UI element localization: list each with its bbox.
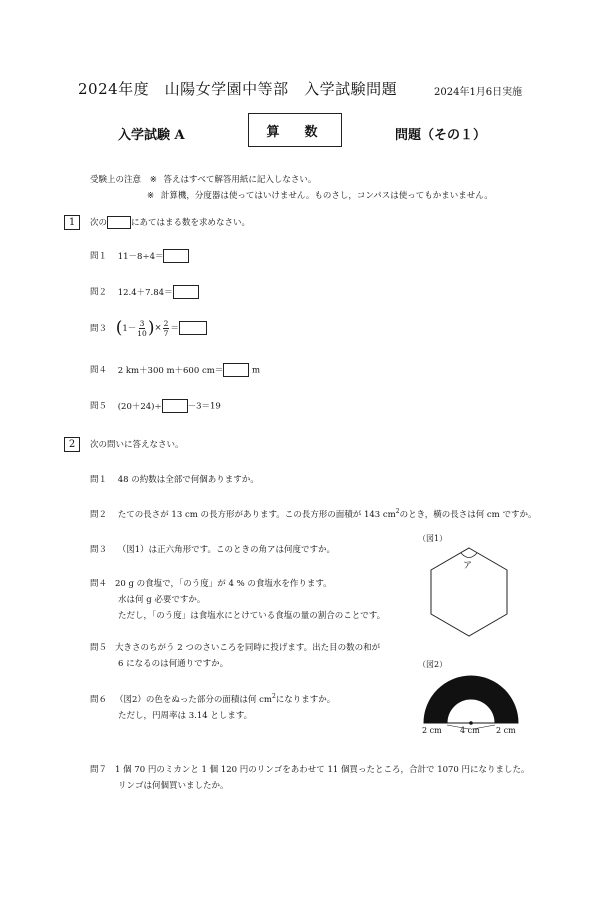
s2-q5-label: 問５	[90, 643, 108, 653]
instruction-post: にあてはまる数を求めなさい。	[131, 218, 251, 228]
s2-q2-text-a: たての長さが 13 cm の長方形があります。この長方形の面積が 143 cm	[117, 510, 396, 520]
angle-label: ア	[463, 561, 473, 571]
s1-q5-pre: (20＋24)÷	[117, 401, 162, 412]
angle-arc	[461, 553, 477, 558]
s2-q2-sup: 2	[395, 508, 400, 516]
dim-label-right: 2 cm	[496, 726, 516, 735]
s1-q3-paren-open: (	[115, 318, 123, 338]
dim-label-center: 4 cm	[460, 726, 480, 735]
s2-q6-sup: 2	[271, 693, 276, 700]
s2-q6-line1-b: になりますか。	[275, 694, 336, 705]
notes-line1	[90, 173, 316, 185]
s2-q5-line2: 6 になるのは何通りですか。	[118, 659, 229, 669]
frac2-num: 2	[163, 318, 169, 328]
s1-q1-label: 問１	[90, 251, 108, 262]
s1-q3-one-minus: 1－	[122, 324, 137, 334]
frac2-den: 7	[163, 328, 169, 338]
section-1-instruction	[90, 216, 250, 229]
figure-1-hexagon	[425, 540, 515, 640]
section-2-number	[64, 437, 80, 452]
subject-box	[248, 113, 342, 147]
s2-q1-text: 48 の約数は全部で何個ありますか。	[117, 475, 259, 485]
notes-mark-2: ※	[147, 191, 155, 201]
s1-q3-eq: ＝	[170, 324, 179, 334]
section-2-number-text: 2	[68, 439, 76, 450]
s1-q3-frac2	[163, 319, 170, 338]
s1-q5	[90, 399, 221, 413]
s2-q6-line2: ただし，円周率は 3.14 とします。	[118, 710, 253, 721]
notes-text-1: 答えはすべて解答用紙に記入しなさい。	[163, 175, 317, 185]
s2-q7-label: 問７	[90, 765, 108, 775]
s2-q4	[90, 576, 385, 624]
instruction-pre: 次の	[90, 218, 108, 228]
s1-q2-label: 問２	[90, 287, 108, 298]
notes-mark-1: ※	[149, 175, 157, 185]
s1-q2	[90, 285, 199, 299]
frac1-den: 10	[137, 328, 147, 338]
figure-1-label: （図1）	[418, 534, 448, 543]
subject-label: 算 数	[266, 124, 324, 140]
exam-title: 2024年度 山陽女学園中等部 入学試験問題	[78, 80, 398, 98]
s1-q3-times: ×	[154, 323, 162, 333]
s2-q6	[90, 689, 335, 724]
center-point	[469, 721, 473, 725]
s1-q3-frac1	[137, 319, 147, 338]
s2-q7	[90, 762, 530, 794]
s1-q4-answer-box[interactable]	[223, 363, 249, 377]
s1-q3	[90, 318, 207, 338]
s2-q1	[90, 473, 259, 485]
s1-q1-answer-box[interactable]	[163, 249, 189, 263]
section-1-number-text: 1	[68, 217, 76, 228]
notes-text-2: 計算機，分度器は使ってはいけません。ものさし，コンパスは使ってもかまいません。	[160, 191, 493, 201]
s1-q4-expr: 2 km＋300 m＋600 cm＝	[117, 365, 224, 376]
s2-q4-line2: 水は何 g 必要ですか。	[118, 595, 206, 605]
s1-q5-answer-box[interactable]	[162, 399, 188, 413]
figure-2-label: （図2）	[418, 660, 448, 669]
exam-date: 2024年1月6日実施	[434, 87, 523, 98]
s1-q1	[90, 249, 189, 263]
exam-type: 入学試験 A	[118, 128, 185, 143]
s1-q2-expr: 12.4＋7.84＝	[117, 287, 173, 298]
s1-q2-answer-box[interactable]	[173, 285, 199, 299]
s2-q7-line2: リンゴは何個買いましたか。	[118, 781, 229, 791]
s1-q4-label: 問４	[90, 365, 108, 376]
s1-q3-answer-box[interactable]	[179, 321, 207, 335]
s2-q7-line1: 1 個 70 円のミカンと 1 個 120 円のリンゴをあわせて 11 個買ったところ，合計で 1070 円になりました。	[115, 765, 530, 775]
s1-q1-expr: 11－8÷4＝	[117, 251, 164, 262]
s2-q6-label: 問６	[90, 694, 108, 705]
s2-q2-label: 問２	[90, 510, 108, 520]
s2-q2	[90, 508, 536, 520]
notes-line2	[147, 189, 493, 201]
s1-q4-unit: m	[251, 365, 261, 376]
frac1-num: 3	[139, 318, 145, 328]
section-1-number	[64, 215, 80, 230]
s1-q3-label: 問３	[90, 324, 108, 334]
s2-q5-line1: 大きさのちがう 2 つのさいころを同時に投げます。出た目の数の和が	[115, 643, 381, 653]
page-indicator: 問題（その１）	[395, 128, 487, 143]
s2-q4-label: 問４	[90, 579, 108, 589]
s1-q5-label: 問５	[90, 401, 108, 412]
s2-q3-text: （図1）は正六角形です。このときの角アは何度ですか。	[117, 545, 335, 555]
s2-q3	[90, 543, 335, 555]
s1-q3-paren-close: )	[147, 318, 155, 338]
s1-q5-post: －3＝19	[187, 401, 221, 412]
example-answer-box	[107, 216, 131, 229]
dim-label-left: 2 cm	[422, 726, 442, 735]
s1-q4	[90, 363, 260, 377]
s2-q5	[90, 640, 380, 672]
s2-q6-line1-a: （図2）の色をぬった部分の面積は何 cm	[115, 694, 272, 705]
section-2-instruction: 次の問いに答えなさい。	[90, 440, 184, 450]
s2-q4-line3: ただし，「のう度」は食塩水にとけている食塩の量の割合のことです。	[118, 611, 386, 621]
s2-q3-label: 問３	[90, 545, 108, 555]
shaded-region	[424, 676, 518, 723]
s2-q1-label: 問１	[90, 475, 108, 485]
s2-q2-text-b: のとき，横の長さは何 cm ですか。	[399, 510, 537, 520]
s2-q4-line1: 20 g の食塩で，「のう度」が 4 % の食塩水を作ります。	[115, 579, 332, 589]
notes-label: 受験上の注意	[90, 175, 142, 185]
